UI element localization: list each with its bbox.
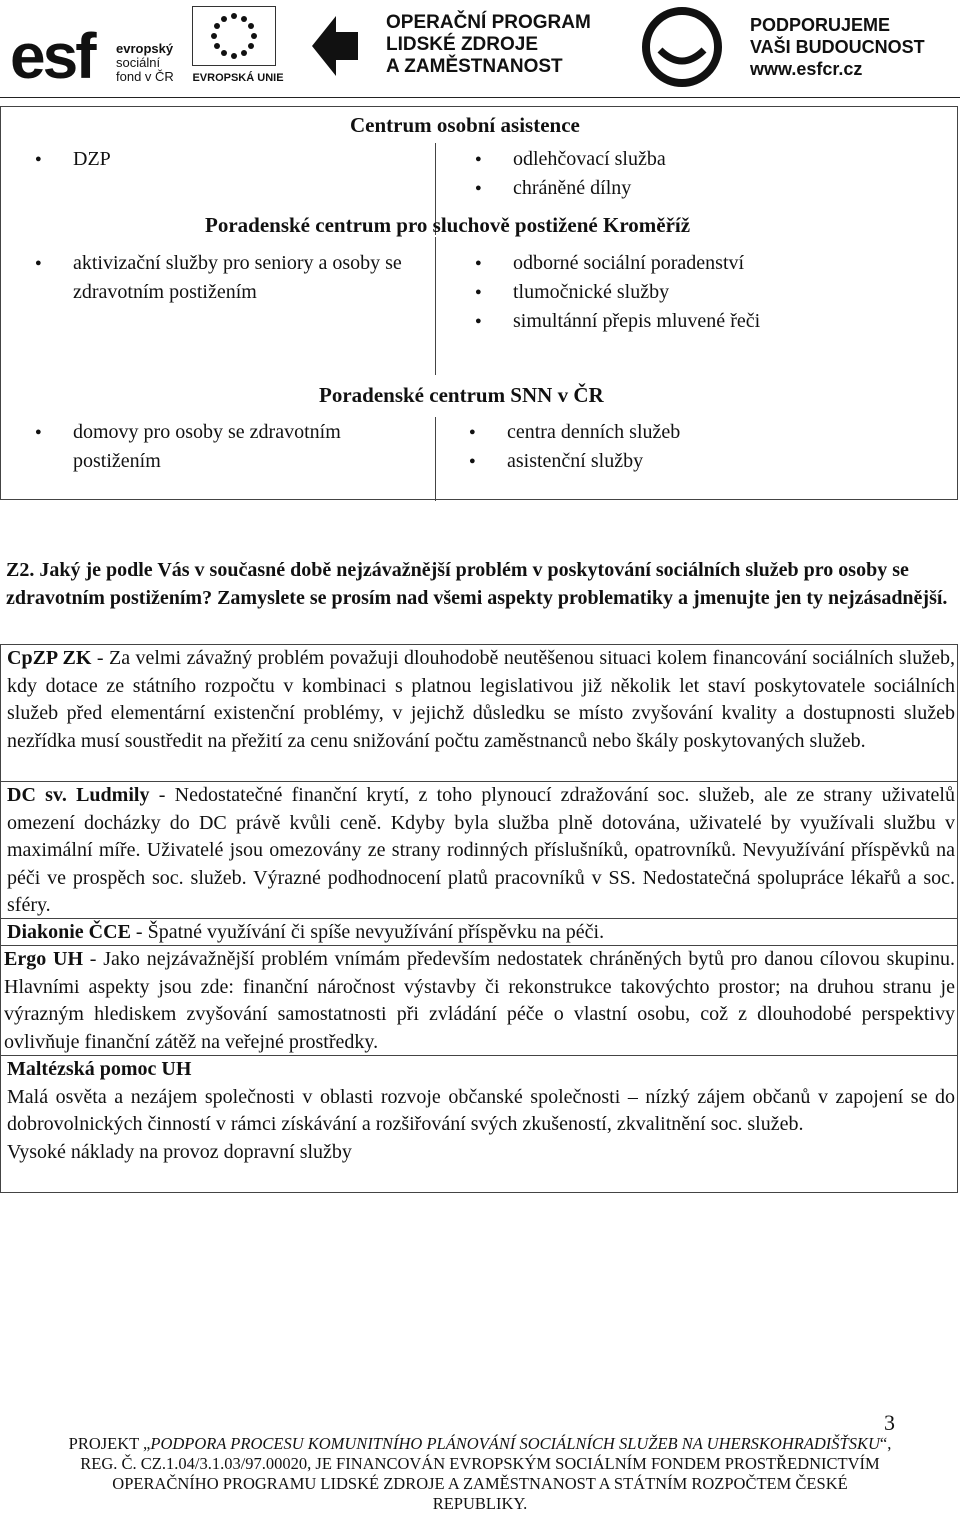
footer-line4: REPUBLIKY. (432, 1494, 528, 1513)
row3-left-list (35, 418, 407, 476)
footer-project: PODPORA PROCESU KOMUNITNÍHO PLÁNOVÁNÍ SOCIÁLNÍCH SLUŽEB NA UHERSKOHRADIŠŤSKU (150, 1434, 880, 1453)
footer-suffix: “, (879, 1434, 892, 1453)
answer-block (0, 945, 958, 1056)
logo-header (0, 0, 960, 92)
esf-mark: esf (10, 20, 94, 92)
op-line3: A ZAMĚSTNANOST (386, 56, 563, 77)
esf-logo (10, 6, 180, 90)
footer-line3: OPERAČNÍHO PROGRAMU LIDSKÉ ZDROJE A ZAMĚSTNANOST A STÁTNÍM ROZPOČTEM ČESKÉ (112, 1474, 848, 1493)
support-line2: VAŠI BUDOUCNOST (750, 37, 925, 57)
answer-block (0, 918, 958, 946)
row3-heading: Poradenské centrum SNN v ČR (319, 383, 604, 407)
op-line1: OPERAČNÍ PROGRAM (386, 12, 591, 33)
smile-circle-icon (636, 6, 728, 88)
column-divider (435, 417, 436, 501)
answer-block (0, 781, 958, 919)
header-divider (0, 97, 960, 98)
list-item: ● centra denních služeb (469, 418, 680, 447)
list-item: ● simultánní přepis mluvené řeči (475, 307, 760, 336)
answer-org: Diakonie ČCE (7, 921, 131, 943)
row2-heading: Poradenské centrum pro sluchově postižené Kroměříž (205, 213, 691, 237)
list-item: ● domovy pro osoby se zdravotním postižením (35, 418, 407, 476)
eu-label: EVROPSKÁ UNIE (192, 72, 284, 84)
answer-org: DC sv. Ludmily (7, 784, 150, 806)
list-item: ● tlumočnické služby (475, 278, 760, 307)
row1-left-list (35, 145, 111, 174)
answer-text-2: Vysoké náklady na provoz dopravní služby (7, 1140, 352, 1163)
services-table (0, 106, 958, 500)
row3-right-list (469, 418, 680, 476)
answer-org: CpZP ZK (7, 647, 92, 669)
row1-right-list (475, 145, 666, 203)
answer-org: Ergo UH (4, 948, 84, 970)
row2-left-list (35, 249, 407, 307)
answer-text: - Jako nejzávažnější problém vnímám především nedostatek chráněných bytů pro danou cílovou skupinu. Hlavními aspekty jsou zde: finanční náročnost výstavby či rekonstrukce takovýchto prostor; na druhou stranu je výrazným hlediskem zvyšování samostatnosti při zvládání péče o vlastní osobu, což z dlouhodobé perspektivy ovlivňuje finanční zátěž na veřejné prostředky. (4, 948, 955, 1053)
answer-text: - Za velmi závažný problém považuji dlouhodobě neutěšenou situaci kolem financování sociálních služeb, kdy dotace ze státního rozpočtu v kombinaci s platnou legislativou již několik let staví poskytovatele sociálních služeb před elementární existenční problémy, v jejichž důsledku se místo zvyšování kvality a dostupnosti služeb nezřídka musí soustředit na přežití za cenu snižování počtu zaměstnanců nebo škály poskytovaných služeb. (7, 647, 955, 752)
page-number: 3 (884, 1410, 895, 1435)
answer-block (0, 1055, 958, 1193)
support-url: www.esfcr.cz (750, 59, 863, 79)
list-item: ● odborné sociální poradenství (475, 249, 760, 278)
question-instruction: Zamyslete se prosím nad všemi aspekty problematiky a jmenujte jen ty nejzásadnější. (217, 587, 948, 609)
answer-text: Malá osvěta a nezájem společnosti v oblasti rozvoje občanské společnosti – nízký zájem občanů v zapojení se do dobrovolnických činností v rámci získávání a rozšiřování svých zkušeností, zkvalitnění soc. služeb. (7, 1085, 955, 1135)
esf-line3: fond v ČR (116, 69, 174, 84)
question (6, 556, 956, 612)
list-item: ● odlehčovací služba (475, 145, 666, 174)
eu-flag-icon (192, 6, 276, 66)
answer-text: - Nedostatečné finanční krytí, z toho plynoucí zdražování soc. služeb, ale ze strany uživatelů omezení docházky do DC právě kvůli ceně. Kdyby byla služba plně dotována, uživatelé by využívali službu v maximální míře. Uživatelé jsou omezovány ze strany rodinných příslušníků, opatrovníků. Nevyužívání příspěvků na péči ve prospěch soc. služeb. Výrazné podhodnocení platů pracovníků v SS. Nedostatečná spolupráce lékařů a soc. sféry. (7, 784, 955, 916)
op-line2: LIDSKÉ ZDROJE (386, 34, 539, 55)
row2-right-list (475, 249, 760, 336)
column-divider (435, 237, 436, 375)
support-line1: PODPORUJEME (750, 15, 891, 35)
list-item: ● aktivizační služby pro seniory a osoby se zdravotním postižením (35, 249, 407, 307)
op-arrow-icon (306, 10, 362, 82)
eu-logo (186, 6, 288, 90)
answer-org: Maltézská pomoc UH (7, 1058, 192, 1080)
footer-prefix: PROJEKT „ (68, 1434, 151, 1453)
list-item: ● DZP (35, 145, 111, 174)
row1-heading: Centrum osobní asistence (350, 113, 580, 137)
list-item: ● chráněné dílny (475, 174, 666, 203)
esf-line1: evropský (116, 41, 174, 56)
answer-text: - Špatné využívání či spíše nevyužívání příspěvku na péči. (130, 921, 605, 943)
list-item: ● asistenční služby (469, 447, 680, 476)
question-text: Z2. Jaký je podle Vás v současné době nejzávažnější problém v poskytování sociálních služeb pro osoby se zdravotním postižením? (6, 559, 909, 609)
footer-line2: REG. Č. CZ.1.04/3.1.03/97.00020, JE FINANCOVÁN EVROPSKÝM SOCIÁLNÍM FONDEM PROSTŘEDNICTVÍM (80, 1454, 880, 1473)
answer-block (0, 644, 958, 782)
esf-line2: sociální (116, 55, 161, 70)
footer (0, 1434, 960, 1514)
